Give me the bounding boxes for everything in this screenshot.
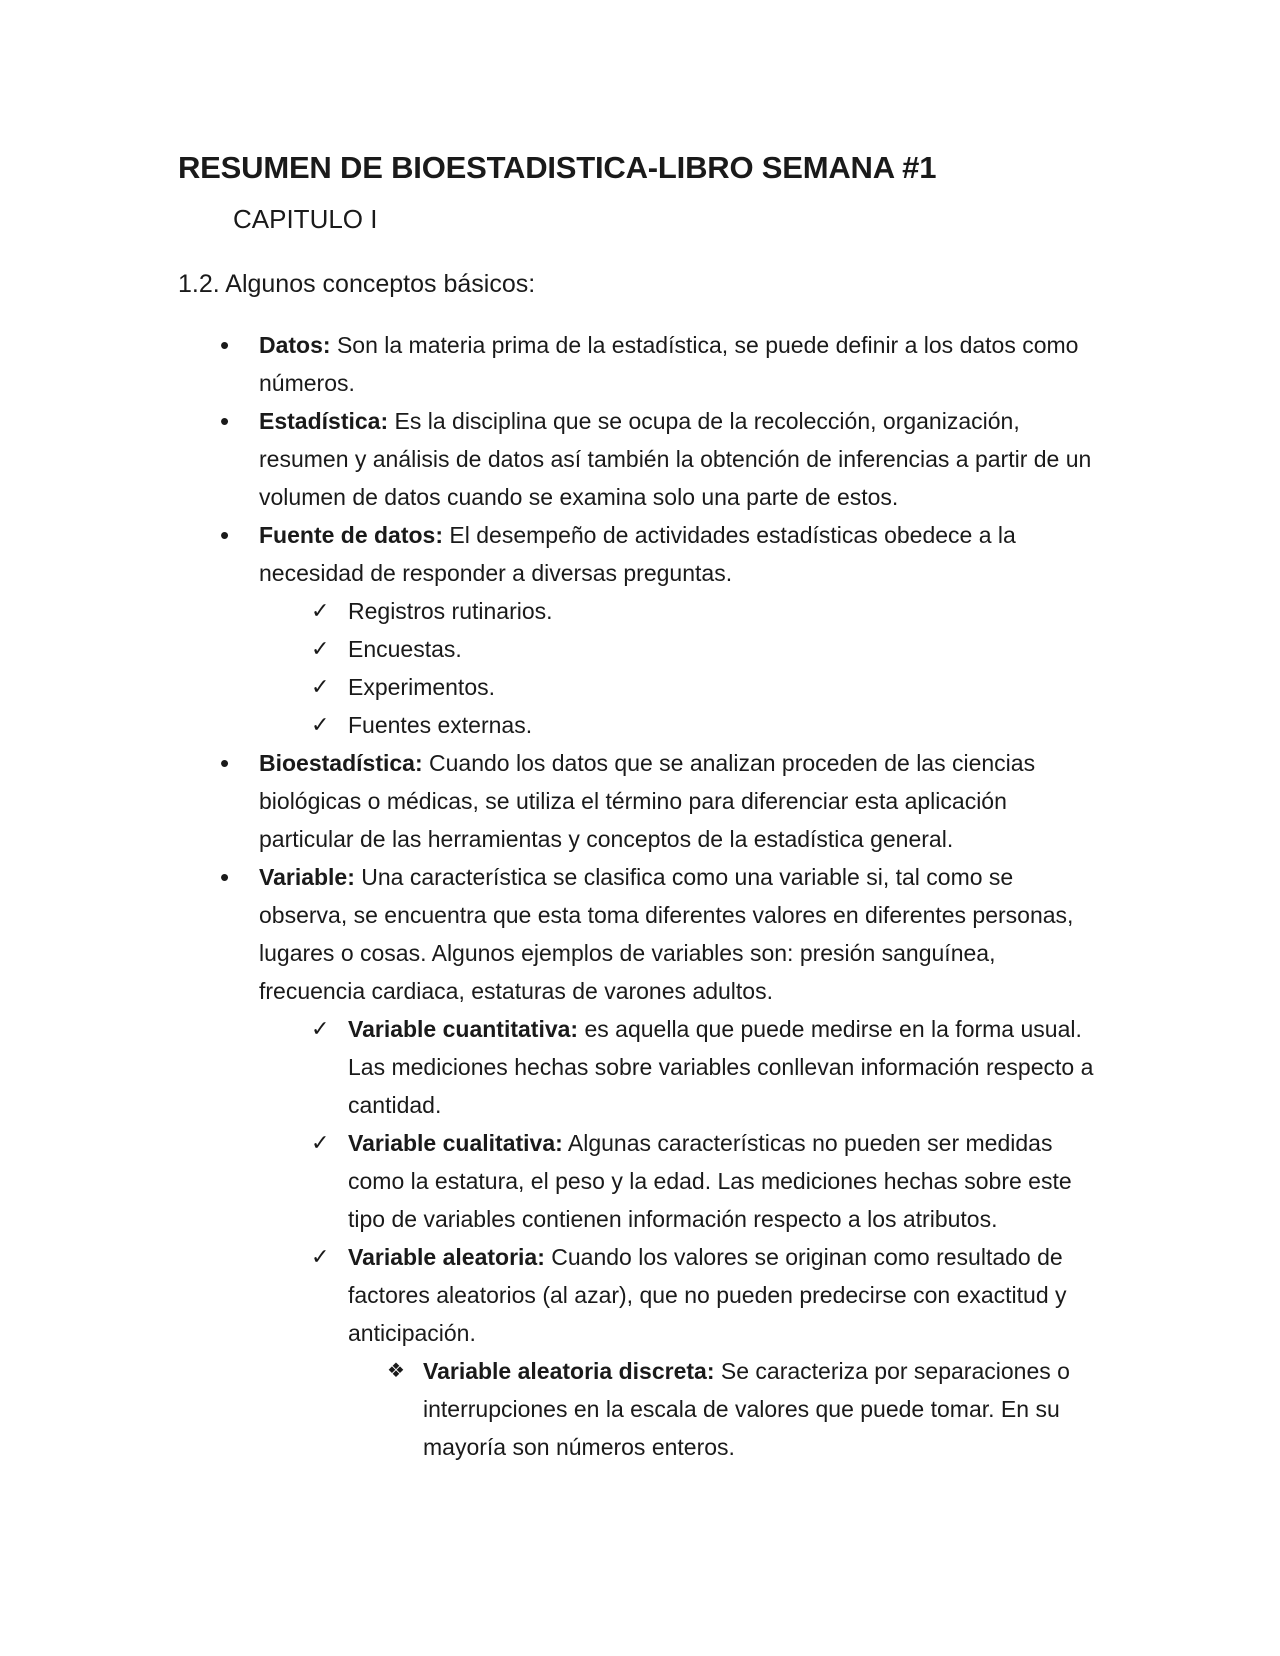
term-label: Variable aleatoria: — [348, 1244, 545, 1270]
term-label: Fuente de datos: — [259, 522, 444, 548]
definition-text: Una característica se clasifica como una variable si, tal como se observa, se encuentra que esta toma diferentes valores en diferentes personas, lugares o cosas. Algunos ejemplos de variables son: presión sanguínea, frecuencia cardiaca, estaturas de varones adultos. — [259, 864, 1074, 1004]
document-title: RESUMEN DE BIOESTADISTICA-LIBRO SEMANA #1 — [178, 150, 937, 185]
check-icon: ✓ — [311, 674, 330, 699]
list-subitem-variable-cualitativa — [0, 1124, 1100, 1238]
list-item-bioestadistica — [0, 744, 1099, 858]
check-icon: ✓ — [311, 598, 330, 623]
list-subitem-encuestas — [0, 630, 1100, 668]
term-label: Variable cuantitativa: — [348, 1016, 579, 1042]
list-subitem-variable-cuantitativa — [0, 1010, 1100, 1124]
list-item-variable — [0, 858, 1099, 1010]
list-subitem-variable-aleatoria-discreta — [0, 1352, 1100, 1466]
diamond-icon: ❖ — [387, 1360, 405, 1382]
bullet-icon: • — [220, 862, 230, 892]
subitem-text: Registros rutinarios. — [348, 598, 553, 624]
list-item-datos — [0, 326, 1099, 402]
check-icon: ✓ — [311, 1130, 330, 1155]
section-heading: 1.2. Algunos conceptos básicos: — [178, 270, 536, 298]
list-subitem-registros — [0, 592, 1100, 630]
bullet-icon: • — [220, 520, 230, 550]
subitem-text: Experimentos. — [348, 674, 496, 700]
definition-text: es aquella que puede medirse en la forma usual. Las mediciones hechas sobre variables conllevan información respecto a cantidad. — [348, 1016, 1094, 1118]
term-label: Variable aleatoria discreta: — [423, 1358, 715, 1384]
term-label: Estadística: — [259, 408, 389, 434]
bullet-icon: • — [220, 406, 230, 436]
list-item-estadistica — [0, 402, 1099, 516]
definition-text: El desempeño de actividades estadísticas obedece a la necesidad de responder a diversas preguntas. — [259, 522, 1016, 586]
definition-text: Cuando los valores se originan como resultado de factores aleatorios (al azar), que no pueden predecirse con exactitud y anticipación. — [348, 1244, 1067, 1346]
concepts-list — [0, 326, 1280, 1466]
bullet-icon: • — [220, 748, 230, 778]
term-label: Datos: — [259, 332, 331, 358]
check-icon: ✓ — [311, 712, 330, 737]
subitem-text: Encuestas. — [348, 636, 462, 662]
bullet-icon: • — [220, 330, 230, 360]
definition-text: Algunas características no pueden ser medidas como la estatura, el peso y la edad. Las mediciones hechas sobre este tipo de variables contienen información respecto a los atributos. — [348, 1130, 1072, 1232]
subitem-text: Fuentes externas. — [348, 712, 533, 738]
term-label: Variable: — [259, 864, 355, 890]
definition-text: Es la disciplina que se ocupa de la recolección, organización, resumen y análisis de datos así también la obtención de inferencias a partir de un volumen de datos cuando se examina solo una parte de estos. — [259, 408, 1092, 510]
list-subitem-variable-aleatoria — [0, 1238, 1100, 1352]
chapter-heading: CAPITULO I — [233, 204, 378, 234]
definition-text: Se caracteriza por separaciones o interrupciones en la escala de valores que puede tomar. En su mayoría son números enteros. — [423, 1358, 1070, 1460]
term-label: Bioestadística: — [259, 750, 423, 776]
list-subitem-experimentos — [0, 668, 1100, 706]
list-subitem-fuentes-externas — [0, 706, 1100, 744]
check-icon: ✓ — [311, 636, 330, 661]
definition-text: Cuando los datos que se analizan proceden de las ciencias biológicas o médicas, se utiliza el término para diferenciar esta aplicación particular de las herramientas y conceptos de la estadística general. — [259, 750, 1036, 852]
list-item-fuente-de-datos — [0, 516, 1099, 592]
check-icon: ✓ — [311, 1016, 330, 1041]
check-icon: ✓ — [311, 1244, 330, 1269]
term-label: Variable cualitativa: — [348, 1130, 563, 1156]
definition-text: Son la materia prima de la estadística, se puede definir a los datos como números. — [259, 332, 1079, 396]
